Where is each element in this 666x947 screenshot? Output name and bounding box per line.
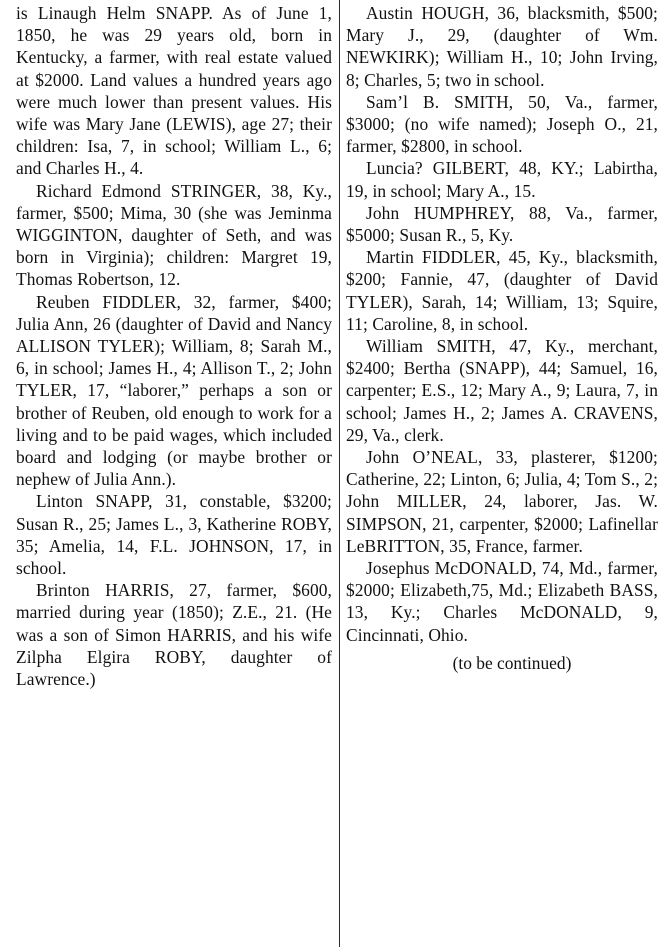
continued-note: (to be continued) [452,652,572,673]
paragraph-hough: Austin HOUGH, 36, blacksmith, $500; Mary J., 29, (daughter of Wm. NEWKIRK); William H., 10; John Irving, 8; Charles, 5; two in school. [346,3,658,90]
paragraph-humphrey: John HUMPHREY, 88, Va., farmer, $5000; Susan R., 5, Ky. [346,202,658,246]
paragraph-oneal: John O’NEAL, 33, plasterer, $1200; Catherine, 22; Linton, 6; Julia, 4; Tom S., 2; John MILLER, 24, laborer, Jas. W. SIMPSON, 21, carpenter, $2000; Lafinellar LeBRITTON, 35, France, farmer. [346,447,658,556]
paragraph-mcdonald: Josephus McDONALD, 74, Md., farmer, $2000; Elizabeth,75, Md.; Elizabeth BASS, 13, Ky.; Charles McDONALD, 9, Cincinnati, Ohio. [346,558,658,645]
paragraph-fiddler-martin: Martin FIDDLER, 45, Ky., blacksmith, $200; Fannie, 47, (daughter of David TYLER), Sarah, 14; William, 13; Squire, 11; Caroline, 8, in school. [346,247,658,334]
right-column [346,2,658,947]
left-column [16,2,332,947]
paragraph-harris: Brinton HARRIS, 27, farmer, $600, married during year (1850); Z.E., 21. (He was a son of Simon HARRIS, and his wife Zilpha Elgira ROBY, daughter of Lawrence.) [16,580,332,690]
paragraph-snapp-linaugh: is Linaugh Helm SNAPP. As of June 1, 1850, he was 29 years old, born in Kentucky, a farmer, with real estate valued at $2000. Land values a hundred years ago were much lower than present values. His wife was Mary Jane (LEWIS), age 27; their children: Isa, 7, in school; William L., 6; and Charles H., 4. [16,3,332,179]
paragraph-gilbert: Luncia? GILBERT, 48, KY.; Labirtha, 19, in school; Mary A., 15. [346,158,658,201]
paragraph-smith-william: William SMITH, 47, Ky., merchant, $2400; Bertha (SNAPP), 44; Samuel, 16, carpenter; E.S., 12; Mary A., 9; Laura, 7, in school; James H., 2; James A. CRAVENS, 29, Va., clerk. [346,336,658,445]
paragraph-fiddler-reuben: Reuben FIDDLER, 32, farmer, $400; Julia Ann, 26 (daughter of David and Nancy ALLISON TYLER); William, 8; Sarah M., 6, in school; James H., 4; Allison T., 2; John TYLER, 17, “laborer,” perhaps a son or brother of Reuben, old enough to work for a living and to be paid wages, which included board and lodging (or maybe brother or nephew of Julia Ann.). [16,291,332,490]
paragraph-snapp-linton: Linton SNAPP, 31, constable, $3200; Susan R., 25; James L., 3, Katherine ROBY, 35; Amelia, 14, F.L. JOHNSON, 17, in school. [16,491,332,579]
paragraph-stringer: Richard Edmond STRINGER, 38, Ky., farmer, $500; Mima, 30 (she was Jeminma WIGGINTON, daughter of Seth, and was born in Virginia); children: Margret 19, Thomas Robertson, 12. [16,180,332,290]
column-divider [339,0,340,947]
paragraph-smith-saml: Sam’l B. SMITH, 50, Va., farmer, $3000; (no wife named); Joseph O., 21, farmer, $2800, in school. [346,91,658,157]
